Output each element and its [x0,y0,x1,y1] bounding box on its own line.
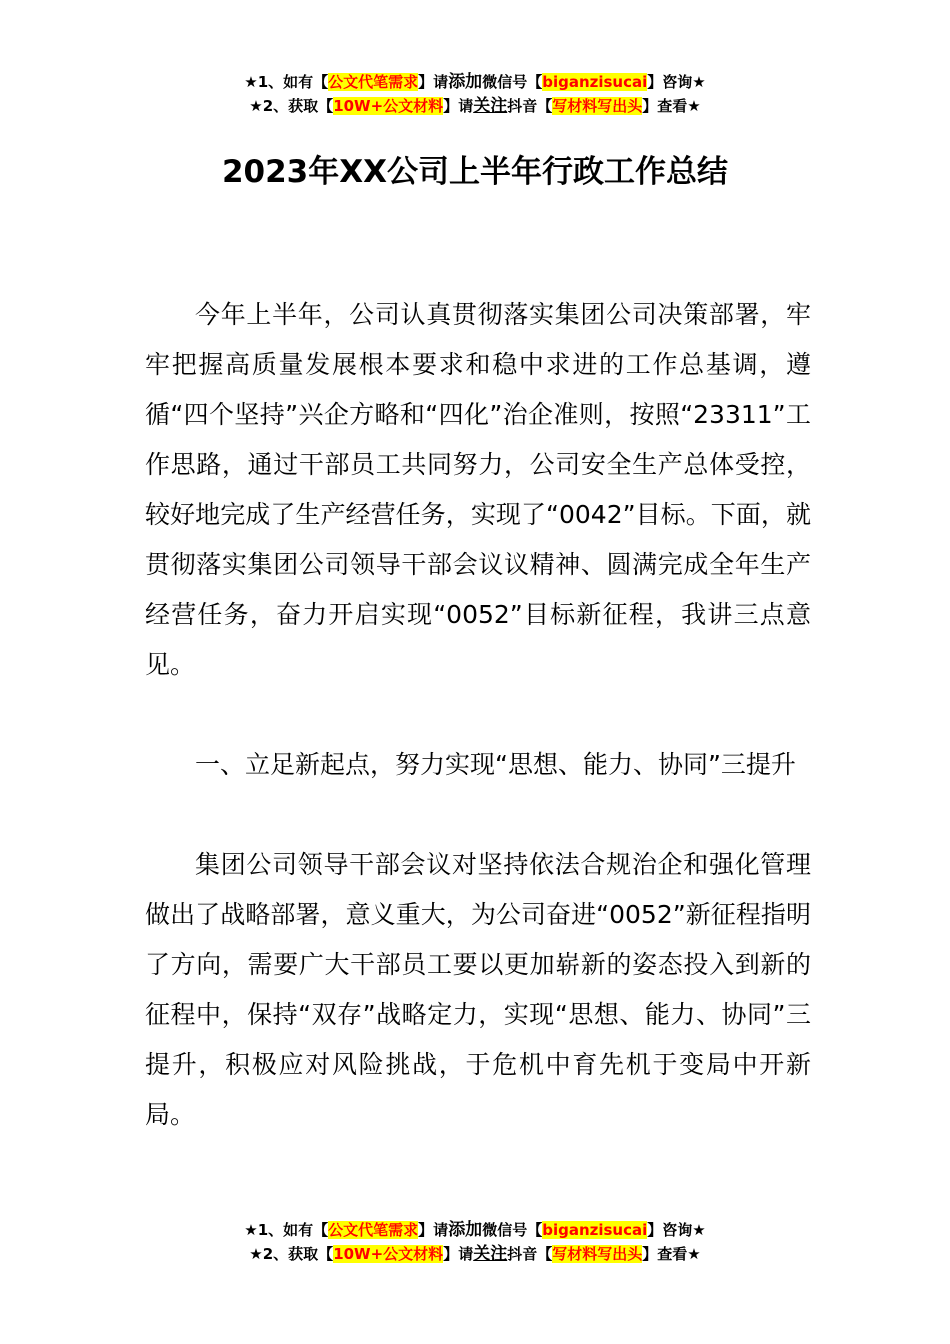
banner-text: 抖音【 [507,1245,553,1263]
banner-text: ★2、获取【 [249,1245,334,1263]
banner-text: 抖音【 [507,97,553,115]
banner-emphasis: 关注 [473,96,508,116]
banner-text: 】请 [418,73,449,91]
banner-text: 微信号【 [482,1221,543,1239]
banner-text: ★2、获取【 [249,97,334,115]
banner-emphasis: 添加 [448,72,483,92]
banner-line-2 [0,1242,950,1266]
document-body [145,290,811,1140]
banner-text: 】查看★ [642,1245,701,1263]
banner-highlight-wechat: biganzisucai [542,73,648,91]
footer-banner [0,1218,950,1266]
banner-text: 】咨询★ [647,73,706,91]
banner-highlight-douyin: 写材料写出头 [552,97,643,115]
banner-text: ★1、如有【 [244,1221,329,1239]
banner-line-2 [0,94,950,118]
banner-emphasis: 添加 [448,1220,483,1240]
section-heading-1: 一、立足新起点，努力实现“思想、能力、协同”三提升 [195,750,796,779]
banner-line-1 [0,1218,950,1242]
banner-text: 】咨询★ [647,1221,706,1239]
banner-highlight-materials: 10W+公文材料 [333,1245,444,1263]
banner-text: 】请 [443,1245,474,1263]
banner-emphasis: 关注 [473,1244,508,1264]
banner-text: 】请 [443,97,474,115]
paragraph-section-1: 集团公司领导干部会议对坚持依法合规治企和强化管理做出了战略部署，意义重大，为公司奋进“0052”新征程指明了方向，需要广大干部员工要以更加崭新的姿态投入到新的征程中，保持“双存”战略定力，实现“思想、能力、协同”三提升，积极应对风险挑战，于危机中育先机于变局中开新局。 [145,850,811,1129]
header-banner [0,70,950,118]
banner-text: ★1、如有【 [244,73,329,91]
banner-line-1 [0,70,950,94]
banner-highlight-douyin: 写材料写出头 [552,1245,643,1263]
banner-text: 】查看★ [642,97,701,115]
banner-text: 微信号【 [482,73,543,91]
banner-text: 】请 [418,1221,449,1239]
paragraph-intro: 今年上半年，公司认真贯彻落实集团公司决策部署，牢牢把握高质量发展根本要求和稳中求进的工作总基调，遵循“四个坚持”兴企方略和“四化”治企准则，按照“23311”工作思路，通过干部员工共同努力，公司安全生产总体受控，较好地完成了生产经营任务，实现了“0042”目标。下面，就贯彻落实集团公司领导干部会议议精神、圆满完成全年生产经营任务，奋力开启实现“0052”目标新征程，我讲三点意见。 [145,300,811,679]
banner-highlight-service: 公文代笔需求 [328,1221,419,1239]
banner-highlight-service: 公文代笔需求 [328,73,419,91]
document-title: 2023年XX公司上半年行政工作总结 [221,154,729,190]
banner-highlight-wechat: biganzisucai [542,1221,648,1239]
banner-highlight-materials: 10W+公文材料 [333,97,444,115]
